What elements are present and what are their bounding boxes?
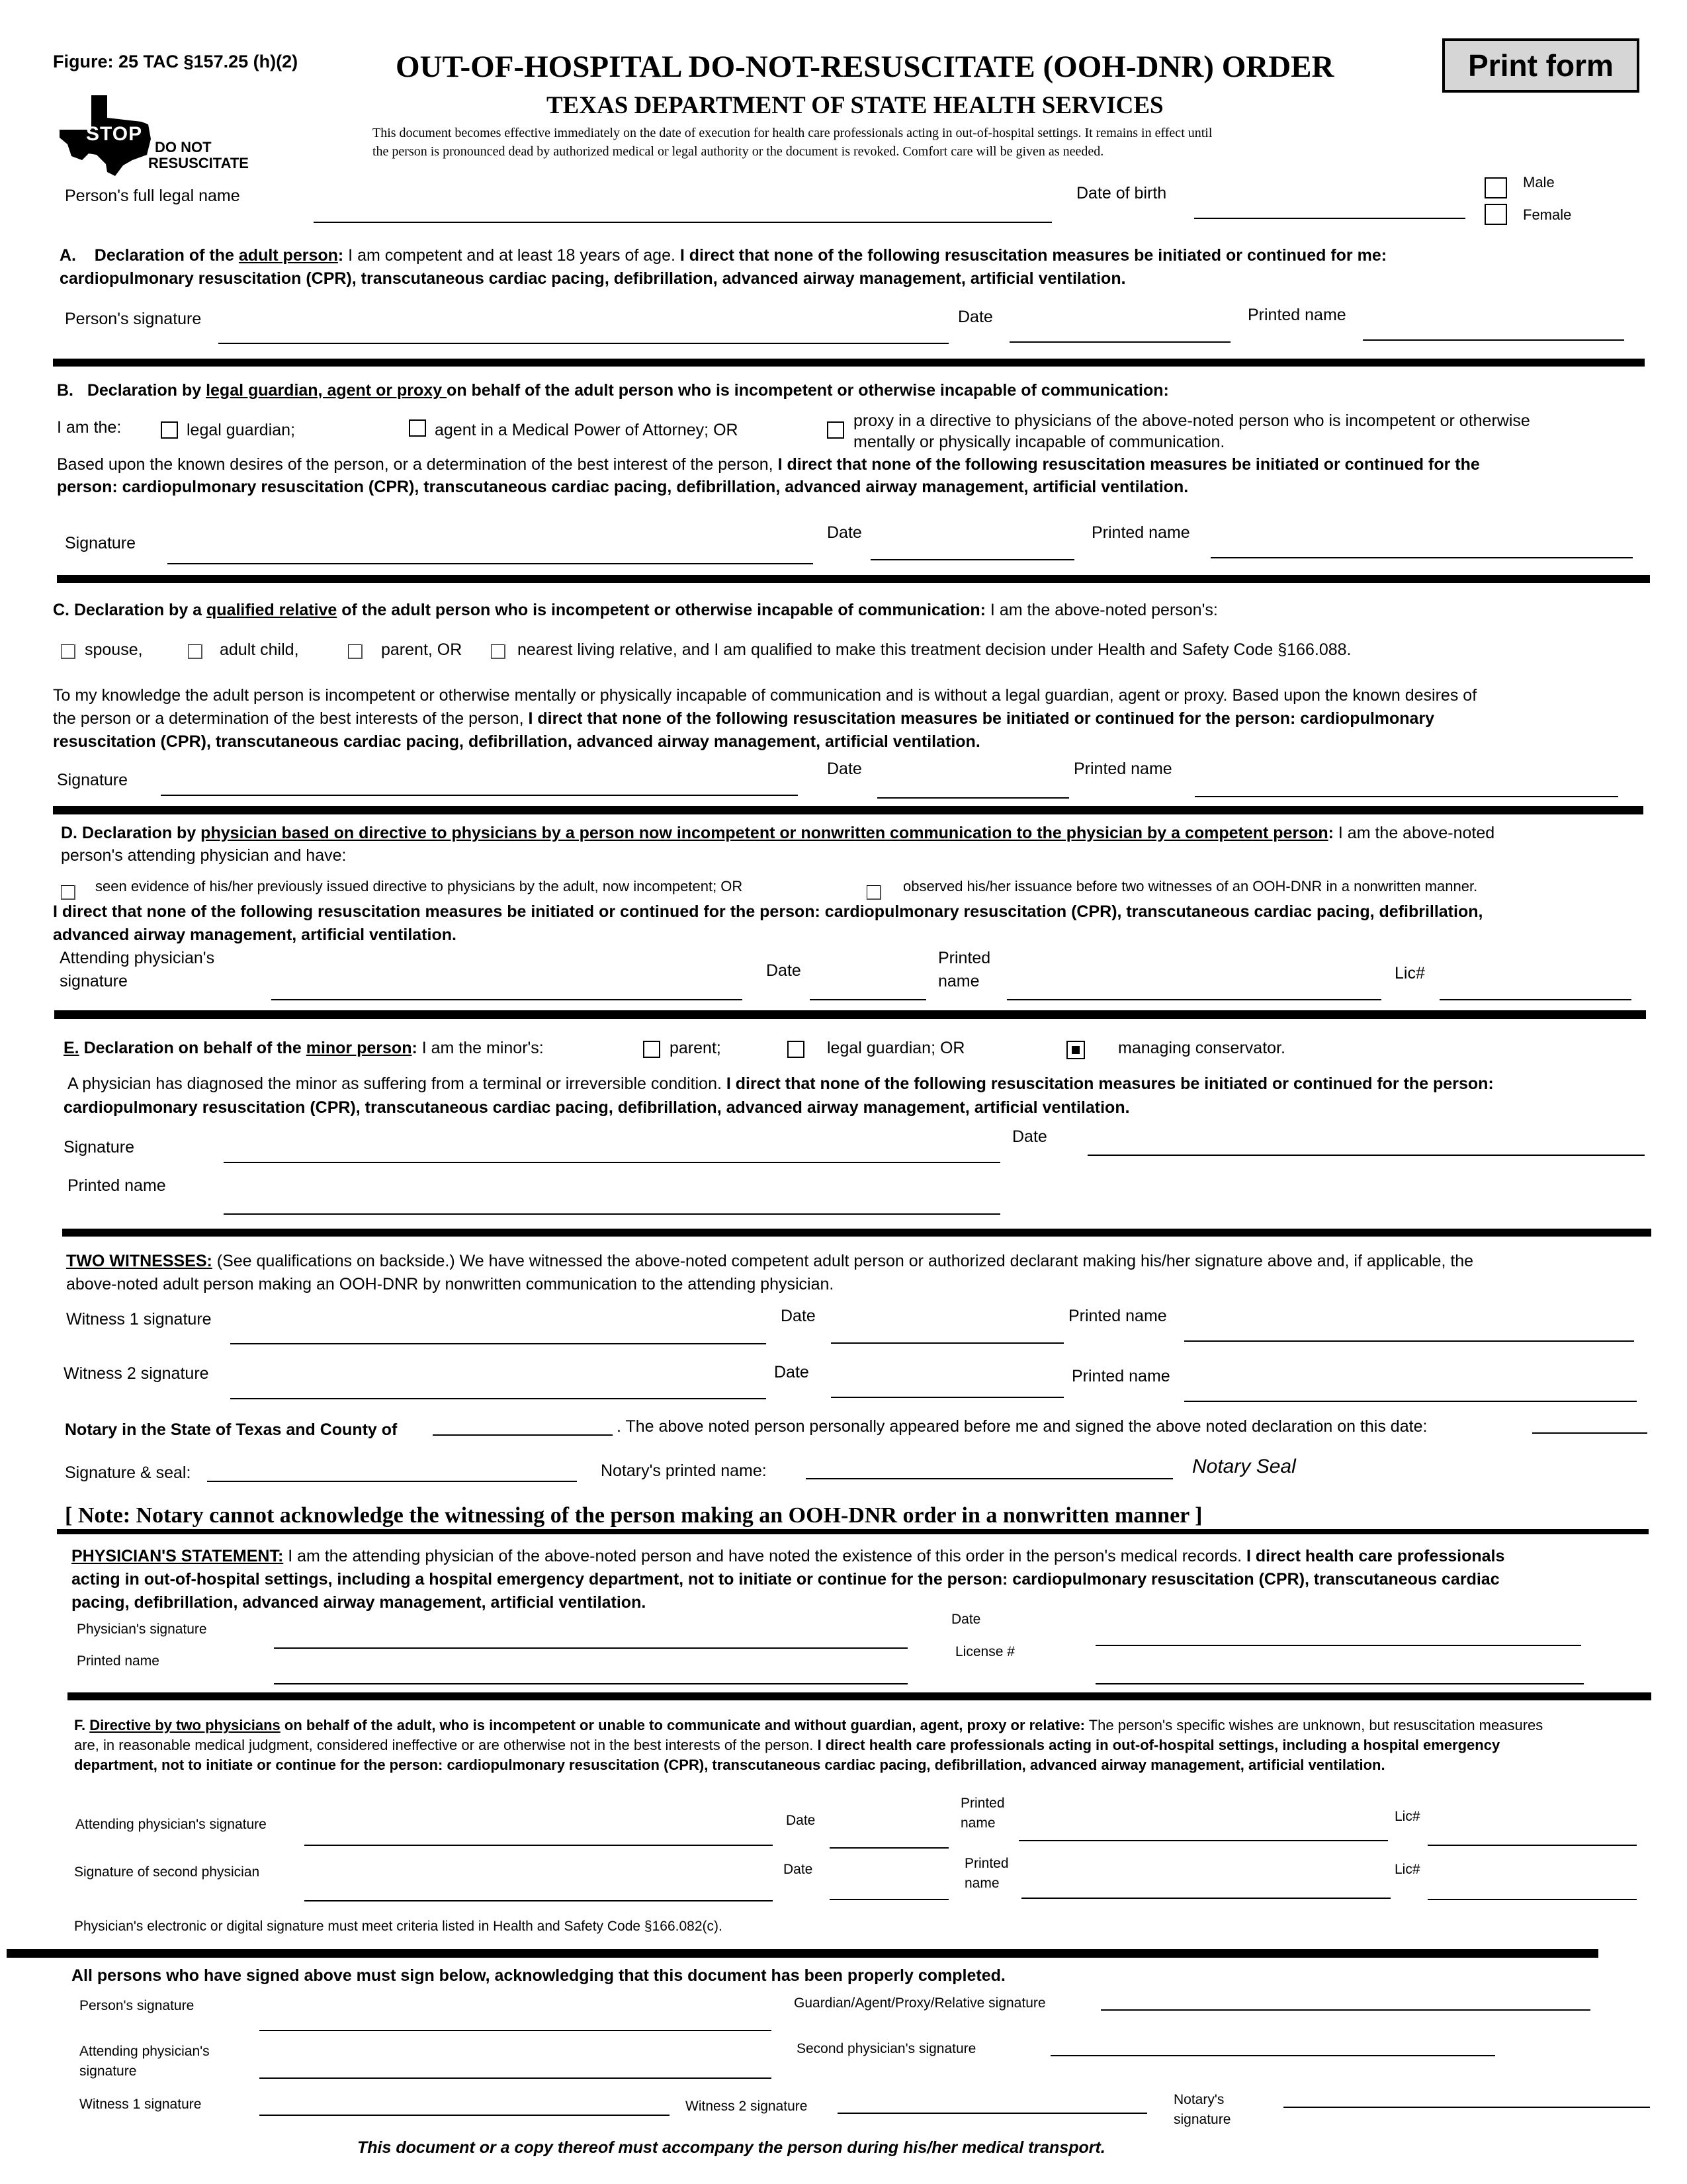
section-e-text-line-1 [67,1073,1494,1094]
section-b-proxy-checkbox[interactable] [827,421,844,439]
section-c-heading-tail: I am the above-noted person's: [985,601,1218,619]
section-e-date-label: Date [1012,1127,1047,1146]
physician-license-label: License # [955,1644,1015,1659]
section-e-legal-guardian-checkbox[interactable] [787,1041,804,1058]
section-d-lic-field[interactable] [1440,999,1631,1000]
physician-statement-heading: PHYSICIAN'S STATEMENT: [71,1547,284,1565]
section-e-date-field[interactable] [1088,1155,1645,1156]
section-b-text-pre: Based upon the known desires of the person, or a determination of the best interest of the person, [57,455,778,474]
section-b-date-label: Date [827,523,862,542]
section-f-second-lic-field[interactable] [1428,1899,1637,1900]
physician-statement-direct-3: pacing, defibrillation, advanced airway management, artificial ventilation. [71,1593,646,1612]
section-d-heading [61,822,1494,844]
section-d-heading-pre: D. Declaration by [61,824,201,842]
section-d-lic-label: Lic# [1395,964,1425,983]
section-b-heading [57,380,1169,401]
section-c-adult-child-label: adult child, [220,640,299,659]
female-checkbox[interactable] [1485,204,1507,225]
ack-attending-physician-label-2: signature [79,2064,137,2079]
section-c-nearest-relative-label: nearest living relative, and I am qualified to make this treatment decision under Health and Safety Code §166.088. [517,640,1352,659]
notary-signature-field[interactable] [207,1481,577,1482]
section-c-spouse-label: spouse, [85,640,143,659]
ack-attending-physician-label-1: Attending physician's [79,2044,210,2059]
notary-county-field[interactable] [433,1434,613,1436]
section-divider [54,1010,1646,1019]
section-f-esignature-note: Physician's electronic or digital signature must meet criteria listed in Health and Safety Code §166.082(c). [74,1919,722,1934]
section-f-text-2-direct: I direct health care professionals acting in out-of-hospital settings, including a hospital emergency [817,1737,1500,1753]
section-f-text-1-tail: The person's specific wishes are unknown, but resuscitation measures [1085,1717,1543,1733]
section-a-declaration [60,245,1387,266]
section-a-heading-underlined: adult person [238,246,338,265]
section-f-heading-underlined: Directive by two physicians [89,1717,281,1733]
physician-license-field[interactable] [1096,1683,1584,1684]
physician-date-label: Date [951,1612,981,1627]
witness-1-signature-label: Witness 1 signature [66,1310,212,1329]
section-e-signature-field[interactable] [224,1162,1000,1163]
date-of-birth-label: Date of birth [1076,184,1167,202]
section-f-attending-date-label: Date [786,1813,816,1828]
section-e-managing-conservator-label: managing conservator. [1118,1039,1285,1057]
section-b-letter: B. [57,381,73,400]
section-b-legal-guardian-label: legal guardian; [187,421,296,439]
section-f-attending-printed-name-field[interactable] [1019,1840,1388,1841]
department-name: TEXAS DEPARTMENT OF STATE HEALTH SERVICES [546,92,1164,119]
ack-guardian-signature-field[interactable] [1101,2009,1590,2011]
intro-text-line-2: the person is pronounced dead by authorized medical or legal authority or the document is revoked. Comfort care will be given as needed. [372,144,1104,159]
section-f-second-date-label: Date [783,1862,813,1877]
section-c-heading-pre: C. Declaration by a [53,601,207,619]
logo-stop-text: STOP [86,123,143,145]
physician-printed-name-label: Printed name [77,1653,159,1669]
witness-1-date-field[interactable] [831,1342,1064,1344]
section-f-second-printed-label-1: Printed [965,1856,1009,1871]
section-e-heading [64,1037,544,1059]
full-legal-name-field[interactable] [314,222,1052,223]
witness-2-signature-field[interactable] [230,1398,766,1399]
witnesses-heading: TWO WITNESSES: [66,1252,212,1270]
physician-signature-field[interactable] [274,1647,908,1649]
witnesses-text-1: (See qualifications on backside.) We have witnessed the above-noted competent adult person or authorized declarant making his/her signature above and, if applicable, the [212,1252,1474,1270]
section-b-proxy-label-line-2: mentally or physically incapable of communication. [853,433,1225,451]
section-b-printed-name-field[interactable] [1211,557,1633,558]
section-c-adult-child-checkbox[interactable] [188,644,202,659]
section-divider [62,1229,1651,1237]
section-b-text-line-1 [57,454,1480,475]
witness-1-signature-field[interactable] [230,1343,766,1344]
section-c-spouse-checkbox[interactable] [61,644,75,659]
section-e-text-pre: A physician has diagnosed the minor as suffering from a terminal or irreversible condition. [67,1074,726,1093]
physician-signature-label: Physician's signature [77,1622,207,1637]
section-f-letter: F. [74,1717,90,1733]
witnesses-text-line-1 [66,1250,1473,1272]
section-a-printed-name-label: Printed name [1248,306,1346,324]
section-e-printed-name-field[interactable] [224,1213,1000,1215]
section-c-heading [53,599,1218,621]
section-f-second-lic-label: Lic# [1395,1862,1420,1877]
section-c-heading-underlined: qualified relative [206,601,337,619]
section-b-direct-2: person: cardiopulmonary resuscitation (CPR), transcutaneous cardiac pacing, defibrillation, advanced airway management, artificial ventilation. [57,478,1189,496]
full-legal-name-label: Person's full legal name [65,187,240,205]
section-a-date-label: Date [958,308,993,326]
acknowledgment-heading: All persons who have signed above must sign below, acknowledging that this document has been properly completed. [71,1966,1006,1985]
witness-2-date-field[interactable] [831,1397,1064,1398]
print-form-button[interactable]: Print form [1442,38,1639,93]
section-divider [57,1529,1649,1534]
section-c-nearest-relative-checkbox[interactable] [491,644,505,659]
section-d-observed-label: observed his/her issuance before two witnesses of an OOH-DNR in a nonwritten manner. [903,878,1478,895]
section-b-heading-post: on behalf of the adult person who is incompetent or otherwise incapable of communication: [447,381,1169,400]
figure-reference: Figure: 25 TAC §157.25 (h)(2) [53,52,298,71]
section-e-legal-guardian-label: legal guardian; OR [827,1039,965,1057]
section-b-proxy-label-line-1: proxy in a directive to physicians of the above-noted person who is incompetent or otherwise [853,412,1530,430]
ack-second-physician-label: Second physician's signature [797,2041,976,2056]
section-d-direct-line-1: I direct that none of the following resuscitation measures be initiated or continued for the person: cardiopulmonary resuscitation (CPR), transcutaneous cardiac pacing, defibrillation, [53,902,1483,921]
section-f-attending-lic-field[interactable] [1428,1845,1637,1846]
section-f-attending-lic-label: Lic# [1395,1809,1420,1824]
ack-witness-2-label: Witness 2 signature [685,2099,808,2114]
notary-printed-name-label: Notary's printed name: [601,1462,767,1480]
section-a-direct-line-1: I direct that none of the following resuscitation measures be initiated or continued for me: [679,246,1387,265]
section-a-text: I am competent and at least 18 years of age. [343,246,680,265]
section-e-parent-checkbox[interactable] [643,1041,660,1058]
witness-2-signature-label: Witness 2 signature [64,1364,209,1383]
section-b-signature-label: Signature [65,534,136,552]
section-d-heading-post: : [1328,824,1334,842]
section-c-printed-name-field[interactable] [1195,796,1618,797]
notary-appeared-text: . The above noted person personally appeared before me and signed the above noted declaration on this date: [617,1417,1428,1436]
section-divider [57,575,1650,583]
section-divider [67,1692,1651,1700]
section-f-line-2 [74,1736,1500,1755]
section-e-letter: E. [64,1039,79,1057]
witnesses-text-line-2: above-noted adult person making an OOH-DNR by nonwritten communication to the attending physician. [66,1275,834,1293]
section-f-heading-post: on behalf of the adult, who is incompetent or unable to communicate and without guardian, agent, proxy or relative: [280,1717,1086,1733]
section-c-date-field[interactable] [877,797,1069,799]
section-c-date-label: Date [827,760,862,778]
section-d-seen-evidence-label: seen evidence of his/her previously issued directive to physicians by the adult, now incompetent; OR [95,878,743,895]
section-c-signature-label: Signature [57,771,128,789]
section-c-heading-post: of the adult person who is incompetent or otherwise incapable of communication: [337,601,986,619]
physician-printed-name-field[interactable] [274,1683,908,1684]
section-d-line-2: person's attending physician and have: [61,846,347,865]
notary-seal-label: Notary Seal [1192,1456,1296,1477]
witness-2-printed-name-label: Printed name [1072,1367,1170,1385]
footer-transport-note: This document or a copy thereof must accompany the person during his/her medical transport. [357,2138,1105,2157]
section-e-printed-name-label: Printed name [67,1176,166,1195]
witness-1-printed-name-field[interactable] [1184,1340,1634,1342]
ack-witness-2-field[interactable] [838,2113,1147,2114]
intro-text-line-1: This document becomes effective immediately on the date of execution for health care professionals acting in out-of-hospital settings. It remains in effect until [372,126,1213,140]
section-b-agent-label: agent in a Medical Power of Attorney; OR [435,421,738,439]
notary-county-label: Notary in the State of Texas and County of [65,1420,398,1439]
section-e-direct-line-2: cardiopulmonary resuscitation (CPR), transcutaneous cardiac pacing, defibrillation, advanced airway management, artificial ventilation. [64,1098,1130,1117]
form-title: OUT-OF-HOSPITAL DO-NOT-RESUSCITATE (OOH-DNR) ORDER [396,50,1334,84]
section-f-second-printed-label-2: name [965,1876,1000,1891]
female-label: Female [1523,206,1572,223]
section-a-printed-name-field[interactable] [1363,339,1624,341]
notary-printed-name-field[interactable] [806,1478,1173,1479]
ack-notary-label-1: Notary's [1174,2092,1225,2107]
date-of-birth-field[interactable] [1194,218,1465,219]
physician-statement-line-1 [71,1546,1504,1567]
texas-stop-dnr-logo [57,91,255,177]
section-d-signature-label-1: Attending physician's [60,949,215,967]
section-f-attending-signature-label: Attending physician's signature [75,1817,267,1832]
section-e-managing-conservator-checkbox[interactable] [1066,1041,1085,1059]
section-b-printed-name-label: Printed name [1092,523,1190,542]
section-c-text-2-direct: I direct that none of the following resuscitation measures be initiated or continued for the person: cardiopulmonary [528,709,1435,728]
witness-2-date-label: Date [774,1363,809,1381]
section-e-heading-tail: I am the minor's: [417,1039,544,1057]
section-e-parent-label: parent; [670,1039,721,1057]
notary-note: [ Note: Notary cannot acknowledge the witnessing of the person making an OOH-DNR order in a nonwritten manner ] [65,1503,1203,1528]
logo-resuscitate-text: RESUSCITATE [148,155,249,171]
section-b-i-am-the-label: I am the: [57,418,122,437]
notary-date-field[interactable] [1532,1432,1647,1434]
witness-2-printed-name-field[interactable] [1184,1401,1637,1402]
section-c-signature-field[interactable] [161,795,798,796]
ack-notary-field[interactable] [1283,2107,1650,2108]
section-b-heading-pre: Declaration by [87,381,206,400]
section-b-signature-field[interactable] [167,563,813,564]
ack-attending-physician-field[interactable] [259,2077,771,2079]
section-d-printed-label-1: Printed [938,949,991,967]
section-d-heading-underlined: physician based on directive to physicians by a person now incompetent or nonwritten communication to the physician by a competent person [200,824,1328,842]
section-f-second-date-field[interactable] [830,1899,949,1900]
section-a-signature-label: Person's signature [65,310,202,328]
section-f-line-1 [74,1716,1543,1735]
section-divider [53,359,1645,367]
male-label: Male [1523,174,1555,191]
section-c-printed-name-label: Printed name [1074,760,1172,778]
section-e-heading-pre: Declaration on behalf of the [79,1039,306,1057]
section-a-heading-pre: Declaration of the [94,246,239,265]
section-d-date-field[interactable] [810,999,926,1000]
section-a-heading-post: : [337,246,344,265]
section-e-heading-underlined: minor person [306,1039,412,1057]
witness-1-date-label: Date [781,1307,816,1325]
section-e-heading-post: : [411,1039,417,1057]
physician-statement-direct-1: I direct health care professionals [1246,1547,1505,1565]
section-d-heading-tail: I am the above-noted [1333,824,1495,842]
section-a-signature-field[interactable] [218,343,949,344]
physician-statement-direct-2: acting in out-of-hospital settings, including a hospital emergency department, not to initiate or continue for the person: cardiopulmonary resuscitation (CPR), transcutaneous cardiac [71,1570,1500,1589]
section-d-printed-label-2: name [938,972,980,990]
section-f-second-signature-label: Signature of second physician [74,1864,260,1880]
male-checkbox[interactable] [1485,177,1507,198]
section-b-agent-checkbox[interactable] [409,419,426,437]
section-f-attending-printed-label-2: name [961,1815,996,1831]
section-d-observed-checkbox[interactable] [867,885,881,900]
section-f-second-signature-field[interactable] [304,1900,773,1901]
section-a-date-field[interactable] [1010,341,1231,343]
section-c-parent-label: parent, OR [381,640,462,659]
section-d-signature-field[interactable] [271,999,742,1000]
ack-notary-label-2: signature [1174,2112,1231,2127]
section-f-attending-date-field[interactable] [830,1847,949,1849]
witness-1-printed-name-label: Printed name [1068,1307,1167,1325]
section-b-heading-underlined: legal guardian, agent or proxy [206,381,447,400]
physician-statement-text: I am the attending physician of the above-noted person and have noted the existence of this order in the person's medical records. [283,1547,1246,1565]
section-b-direct-1: I direct that none of the following resuscitation measures be initiated or continued for the [777,455,1480,474]
section-d-direct-line-2: advanced airway management, artificial ventilation. [53,926,456,944]
logo-do-not-text: DO NOT [155,139,212,155]
section-d-seen-evidence-checkbox[interactable] [61,885,75,900]
section-c-text-line-1: To my knowledge the adult person is incompetent or otherwise mentally or physically incapable of communication and is without a legal guardian, agent or proxy. Based upon the known desires of [53,686,1477,705]
section-c-parent-checkbox[interactable] [348,644,363,659]
section-f-text-2-pre: are, in reasonable medical judgment, considered ineffective or are otherwise not in the best interests of the person. [74,1737,818,1753]
section-f-attending-signature-field[interactable] [304,1845,773,1846]
section-a-direct-line-2: cardiopulmonary resuscitation (CPR), transcutaneous cardiac pacing, defibrillation, advanced airway management, artificial ventilation. [60,269,1126,288]
section-c-text-2-pre: the person or a determination of the best interests of the person, [53,709,529,728]
ack-second-physician-field[interactable] [1051,2055,1495,2056]
section-b-date-field[interactable] [871,559,1074,560]
section-a-letter: A. [60,246,76,265]
section-c-text-line-3: resuscitation (CPR), transcutaneous cardiac pacing, defibrillation, advanced airway management, artificial ventilation. [53,732,980,751]
ack-person-signature-label: Person's signature [79,1998,195,2013]
notary-signature-seal-label: Signature & seal: [65,1463,191,1482]
section-e-signature-label: Signature [64,1138,135,1157]
section-f-line-3: department, not to initiate or continue for the person: cardiopulmonary resuscitation (CPR), transcutaneous cardiac pacing, defibrillation, advanced airway management, artificial ventilation. [74,1757,1385,1773]
section-divider [7,1949,1598,1958]
section-d-printed-name-field[interactable] [1007,999,1381,1000]
physician-date-field[interactable] [1096,1645,1581,1646]
ack-person-signature-field[interactable] [259,2030,771,2031]
ack-witness-1-field[interactable] [259,2115,670,2116]
section-f-attending-printed-label-1: Printed [961,1796,1005,1811]
ack-witness-1-label: Witness 1 signature [79,2097,202,2112]
section-f-second-printed-name-field[interactable] [1021,1898,1391,1899]
section-d-date-label: Date [766,961,801,980]
ack-guardian-signature-label: Guardian/Agent/Proxy/Relative signature [794,1995,1046,2011]
section-d-signature-label-2: signature [60,972,128,990]
section-divider [53,806,1643,814]
section-e-direct-1: I direct that none of the following resuscitation measures be initiated or continued for the person: [726,1074,1494,1093]
section-b-legal-guardian-checkbox[interactable] [161,421,178,439]
section-c-text-line-2 [53,708,1434,729]
